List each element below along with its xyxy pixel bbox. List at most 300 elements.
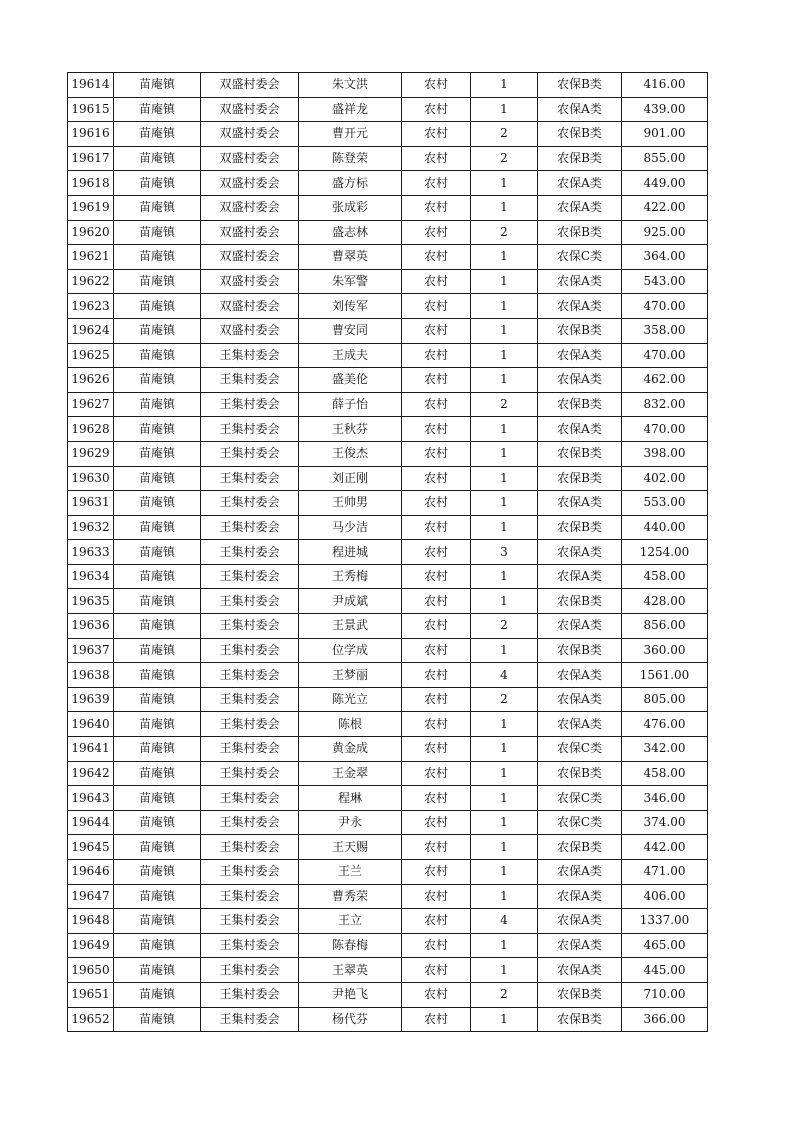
cell-amount: 458.00: [622, 761, 708, 786]
cell-area-type: 农村: [402, 687, 471, 712]
cell-household-count: 1: [471, 245, 538, 270]
cell-name: 盛志林: [299, 220, 402, 245]
table-row: [68, 269, 708, 294]
cell-insurance-category: 农保C类: [538, 786, 622, 811]
cell-name: 陈登荣: [299, 146, 402, 171]
cell-insurance-category: 农保C类: [538, 737, 622, 762]
cell-area-type: 农村: [402, 73, 471, 98]
cell-row-id: 19620: [68, 220, 114, 245]
cell-household-count: 2: [471, 614, 538, 639]
cell-name: 薛子怡: [299, 392, 402, 417]
cell-town: 苗庵镇: [114, 712, 201, 737]
cell-village-committee: 王集村委会: [201, 958, 299, 983]
cell-name: 曹秀荣: [299, 884, 402, 909]
cell-amount: 470.00: [622, 294, 708, 319]
data-table: [67, 72, 708, 1032]
cell-insurance-category: 农保A类: [538, 368, 622, 393]
cell-row-id: 19649: [68, 933, 114, 958]
cell-insurance-category: 农保A类: [538, 540, 622, 565]
cell-area-type: 农村: [402, 958, 471, 983]
table-row: [68, 294, 708, 319]
cell-area-type: 农村: [402, 909, 471, 934]
cell-row-id: 19640: [68, 712, 114, 737]
cell-household-count: 1: [471, 958, 538, 983]
cell-area-type: 农村: [402, 318, 471, 343]
cell-household-count: 1: [471, 294, 538, 319]
table-row: [68, 860, 708, 885]
table-row: [68, 884, 708, 909]
cell-name: 张成彩: [299, 195, 402, 220]
cell-row-id: 19637: [68, 638, 114, 663]
table-row: [68, 786, 708, 811]
cell-area-type: 农村: [402, 195, 471, 220]
cell-name: 王俊杰: [299, 441, 402, 466]
cell-household-count: 1: [471, 933, 538, 958]
cell-amount: 366.00: [622, 1007, 708, 1032]
cell-household-count: 2: [471, 687, 538, 712]
cell-insurance-category: 农保A类: [538, 860, 622, 885]
table-row: [68, 737, 708, 762]
cell-village-committee: 双盛村委会: [201, 73, 299, 98]
cell-village-committee: 王集村委会: [201, 540, 299, 565]
cell-area-type: 农村: [402, 97, 471, 122]
cell-name: 陈春梅: [299, 933, 402, 958]
table-row: [68, 933, 708, 958]
cell-area-type: 农村: [402, 245, 471, 270]
cell-name: 王秀梅: [299, 564, 402, 589]
table-row: [68, 343, 708, 368]
cell-name: 王金翠: [299, 761, 402, 786]
cell-town: 苗庵镇: [114, 884, 201, 909]
cell-insurance-category: 农保C类: [538, 245, 622, 270]
cell-row-id: 19614: [68, 73, 114, 98]
cell-household-count: 1: [471, 195, 538, 220]
cell-row-id: 19629: [68, 441, 114, 466]
cell-name: 盛美伦: [299, 368, 402, 393]
cell-row-id: 19624: [68, 318, 114, 343]
cell-village-committee: 王集村委会: [201, 933, 299, 958]
cell-town: 苗庵镇: [114, 122, 201, 147]
cell-household-count: 1: [471, 171, 538, 196]
cell-amount: 710.00: [622, 982, 708, 1007]
cell-town: 苗庵镇: [114, 392, 201, 417]
cell-area-type: 农村: [402, 564, 471, 589]
cell-village-committee: 双盛村委会: [201, 195, 299, 220]
cell-amount: 462.00: [622, 368, 708, 393]
cell-household-count: 1: [471, 269, 538, 294]
cell-village-committee: 王集村委会: [201, 982, 299, 1007]
cell-household-count: 2: [471, 122, 538, 147]
cell-town: 苗庵镇: [114, 417, 201, 442]
table-row: [68, 761, 708, 786]
cell-name: 程琳: [299, 786, 402, 811]
cell-row-id: 19633: [68, 540, 114, 565]
cell-name: 杨代芬: [299, 1007, 402, 1032]
cell-household-count: 1: [471, 343, 538, 368]
table-row: [68, 146, 708, 171]
table-row: [68, 589, 708, 614]
cell-area-type: 农村: [402, 220, 471, 245]
cell-insurance-category: 农保B类: [538, 466, 622, 491]
cell-village-committee: 王集村委会: [201, 417, 299, 442]
table-row: [68, 392, 708, 417]
cell-amount: 470.00: [622, 343, 708, 368]
cell-household-count: 1: [471, 810, 538, 835]
cell-household-count: 1: [471, 491, 538, 516]
cell-amount: 553.00: [622, 491, 708, 516]
cell-amount: 855.00: [622, 146, 708, 171]
cell-insurance-category: 农保A类: [538, 171, 622, 196]
cell-village-committee: 王集村委会: [201, 687, 299, 712]
cell-area-type: 农村: [402, 663, 471, 688]
cell-row-id: 19648: [68, 909, 114, 934]
cell-name: 曹翠英: [299, 245, 402, 270]
cell-name: 尹永: [299, 810, 402, 835]
cell-amount: 342.00: [622, 737, 708, 762]
cell-name: 王兰: [299, 860, 402, 885]
table-row: [68, 515, 708, 540]
cell-area-type: 农村: [402, 146, 471, 171]
cell-village-committee: 双盛村委会: [201, 146, 299, 171]
cell-household-count: 1: [471, 97, 538, 122]
cell-area-type: 农村: [402, 417, 471, 442]
cell-household-count: 1: [471, 884, 538, 909]
cell-name: 王天赐: [299, 835, 402, 860]
cell-town: 苗庵镇: [114, 860, 201, 885]
cell-row-id: 19642: [68, 761, 114, 786]
cell-amount: 458.00: [622, 564, 708, 589]
cell-insurance-category: 农保B类: [538, 122, 622, 147]
table-row: [68, 368, 708, 393]
cell-town: 苗庵镇: [114, 958, 201, 983]
cell-town: 苗庵镇: [114, 466, 201, 491]
cell-town: 苗庵镇: [114, 663, 201, 688]
table-row: [68, 441, 708, 466]
table-body: [68, 73, 708, 1032]
table-row: [68, 835, 708, 860]
cell-amount: 440.00: [622, 515, 708, 540]
cell-insurance-category: 农保A类: [538, 884, 622, 909]
table-row: [68, 687, 708, 712]
table-row: [68, 417, 708, 442]
table-row: [68, 663, 708, 688]
cell-village-committee: 王集村委会: [201, 638, 299, 663]
cell-village-committee: 王集村委会: [201, 491, 299, 516]
cell-insurance-category: 农保B类: [538, 761, 622, 786]
cell-insurance-category: 农保A类: [538, 294, 622, 319]
cell-row-id: 19651: [68, 982, 114, 1007]
cell-area-type: 农村: [402, 589, 471, 614]
cell-area-type: 农村: [402, 392, 471, 417]
cell-name: 黄金成: [299, 737, 402, 762]
cell-town: 苗庵镇: [114, 810, 201, 835]
cell-insurance-category: 农保A类: [538, 687, 622, 712]
cell-amount: 856.00: [622, 614, 708, 639]
cell-household-count: 1: [471, 786, 538, 811]
cell-town: 苗庵镇: [114, 835, 201, 860]
cell-village-committee: 王集村委会: [201, 564, 299, 589]
cell-village-committee: 双盛村委会: [201, 294, 299, 319]
cell-row-id: 19625: [68, 343, 114, 368]
cell-town: 苗庵镇: [114, 269, 201, 294]
cell-row-id: 19638: [68, 663, 114, 688]
cell-town: 苗庵镇: [114, 982, 201, 1007]
cell-village-committee: 王集村委会: [201, 909, 299, 934]
cell-name: 王翠英: [299, 958, 402, 983]
cell-name: 王帅男: [299, 491, 402, 516]
cell-town: 苗庵镇: [114, 245, 201, 270]
cell-household-count: 1: [471, 1007, 538, 1032]
cell-amount: 470.00: [622, 417, 708, 442]
cell-insurance-category: 农保B类: [538, 392, 622, 417]
cell-insurance-category: 农保B类: [538, 638, 622, 663]
cell-area-type: 农村: [402, 466, 471, 491]
cell-town: 苗庵镇: [114, 195, 201, 220]
cell-amount: 901.00: [622, 122, 708, 147]
cell-town: 苗庵镇: [114, 343, 201, 368]
cell-name: 马少洁: [299, 515, 402, 540]
cell-town: 苗庵镇: [114, 73, 201, 98]
cell-town: 苗庵镇: [114, 318, 201, 343]
cell-household-count: 1: [471, 564, 538, 589]
cell-insurance-category: 农保A类: [538, 343, 622, 368]
table-row: [68, 245, 708, 270]
cell-row-id: 19621: [68, 245, 114, 270]
cell-area-type: 农村: [402, 122, 471, 147]
table-row: [68, 1007, 708, 1032]
cell-amount: 439.00: [622, 97, 708, 122]
cell-amount: 416.00: [622, 73, 708, 98]
cell-row-id: 19635: [68, 589, 114, 614]
cell-insurance-category: 农保A类: [538, 663, 622, 688]
cell-area-type: 农村: [402, 614, 471, 639]
cell-amount: 428.00: [622, 589, 708, 614]
cell-area-type: 农村: [402, 269, 471, 294]
cell-amount: 374.00: [622, 810, 708, 835]
table-row: [68, 614, 708, 639]
cell-insurance-category: 农保A类: [538, 564, 622, 589]
cell-row-id: 19645: [68, 835, 114, 860]
table-row: [68, 638, 708, 663]
cell-row-id: 19652: [68, 1007, 114, 1032]
cell-name: 刘正刚: [299, 466, 402, 491]
cell-amount: 1561.00: [622, 663, 708, 688]
cell-village-committee: 王集村委会: [201, 392, 299, 417]
cell-household-count: 1: [471, 589, 538, 614]
cell-area-type: 农村: [402, 368, 471, 393]
cell-name: 尹成斌: [299, 589, 402, 614]
cell-area-type: 农村: [402, 515, 471, 540]
cell-town: 苗庵镇: [114, 564, 201, 589]
cell-village-committee: 王集村委会: [201, 810, 299, 835]
cell-row-id: 19622: [68, 269, 114, 294]
cell-insurance-category: 农保A类: [538, 933, 622, 958]
cell-row-id: 19646: [68, 860, 114, 885]
cell-household-count: 2: [471, 146, 538, 171]
cell-insurance-category: 农保A类: [538, 712, 622, 737]
cell-amount: 1337.00: [622, 909, 708, 934]
table-row: [68, 712, 708, 737]
cell-household-count: 2: [471, 392, 538, 417]
cell-insurance-category: 农保B类: [538, 1007, 622, 1032]
table-row: [68, 540, 708, 565]
cell-village-committee: 双盛村委会: [201, 318, 299, 343]
cell-name: 盛方标: [299, 171, 402, 196]
cell-town: 苗庵镇: [114, 614, 201, 639]
cell-row-id: 19615: [68, 97, 114, 122]
cell-household-count: 1: [471, 441, 538, 466]
cell-village-committee: 王集村委会: [201, 884, 299, 909]
cell-name: 曹安同: [299, 318, 402, 343]
cell-area-type: 农村: [402, 860, 471, 885]
cell-amount: 360.00: [622, 638, 708, 663]
cell-row-id: 19634: [68, 564, 114, 589]
cell-amount: 358.00: [622, 318, 708, 343]
cell-household-count: 3: [471, 540, 538, 565]
cell-row-id: 19618: [68, 171, 114, 196]
cell-area-type: 农村: [402, 1007, 471, 1032]
cell-area-type: 农村: [402, 294, 471, 319]
cell-amount: 471.00: [622, 860, 708, 885]
cell-row-id: 19628: [68, 417, 114, 442]
table-row: [68, 466, 708, 491]
cell-row-id: 19619: [68, 195, 114, 220]
cell-area-type: 农村: [402, 441, 471, 466]
cell-insurance-category: 农保B类: [538, 515, 622, 540]
cell-household-count: 1: [471, 368, 538, 393]
cell-town: 苗庵镇: [114, 515, 201, 540]
cell-town: 苗庵镇: [114, 1007, 201, 1032]
cell-household-count: 2: [471, 982, 538, 1007]
cell-amount: 449.00: [622, 171, 708, 196]
cell-insurance-category: 农保A类: [538, 614, 622, 639]
cell-insurance-category: 农保A类: [538, 417, 622, 442]
cell-row-id: 19617: [68, 146, 114, 171]
table-row: [68, 564, 708, 589]
cell-amount: 406.00: [622, 884, 708, 909]
cell-household-count: 1: [471, 761, 538, 786]
table-row: [68, 958, 708, 983]
cell-insurance-category: 农保B类: [538, 982, 622, 1007]
cell-insurance-category: 农保A类: [538, 195, 622, 220]
cell-insurance-category: 农保A类: [538, 269, 622, 294]
cell-village-committee: 王集村委会: [201, 466, 299, 491]
table-row: [68, 122, 708, 147]
table-row: [68, 810, 708, 835]
cell-amount: 422.00: [622, 195, 708, 220]
table-row: [68, 220, 708, 245]
cell-household-count: 1: [471, 73, 538, 98]
cell-area-type: 农村: [402, 171, 471, 196]
cell-amount: 442.00: [622, 835, 708, 860]
cell-row-id: 19630: [68, 466, 114, 491]
cell-row-id: 19650: [68, 958, 114, 983]
cell-insurance-category: 农保A类: [538, 97, 622, 122]
cell-name: 程进城: [299, 540, 402, 565]
cell-household-count: 1: [471, 835, 538, 860]
cell-amount: 398.00: [622, 441, 708, 466]
cell-town: 苗庵镇: [114, 687, 201, 712]
cell-name: 陈光立: [299, 687, 402, 712]
cell-row-id: 19626: [68, 368, 114, 393]
cell-amount: 476.00: [622, 712, 708, 737]
cell-village-committee: 王集村委会: [201, 343, 299, 368]
cell-town: 苗庵镇: [114, 638, 201, 663]
cell-insurance-category: 农保B类: [538, 146, 622, 171]
cell-amount: 832.00: [622, 392, 708, 417]
cell-area-type: 农村: [402, 343, 471, 368]
cell-village-committee: 王集村委会: [201, 835, 299, 860]
cell-town: 苗庵镇: [114, 909, 201, 934]
cell-household-count: 4: [471, 663, 538, 688]
cell-area-type: 农村: [402, 712, 471, 737]
cell-village-committee: 王集村委会: [201, 515, 299, 540]
cell-town: 苗庵镇: [114, 589, 201, 614]
cell-insurance-category: 农保A类: [538, 491, 622, 516]
cell-village-committee: 王集村委会: [201, 761, 299, 786]
cell-village-committee: 王集村委会: [201, 368, 299, 393]
cell-amount: 465.00: [622, 933, 708, 958]
cell-household-count: 1: [471, 638, 538, 663]
cell-insurance-category: 农保A类: [538, 909, 622, 934]
table-row: [68, 909, 708, 934]
cell-area-type: 农村: [402, 761, 471, 786]
cell-village-committee: 王集村委会: [201, 441, 299, 466]
cell-amount: 1254.00: [622, 540, 708, 565]
cell-insurance-category: 农保A类: [538, 958, 622, 983]
cell-village-committee: 王集村委会: [201, 1007, 299, 1032]
table-row: [68, 318, 708, 343]
cell-row-id: 19632: [68, 515, 114, 540]
cell-name: 王梦丽: [299, 663, 402, 688]
cell-area-type: 农村: [402, 786, 471, 811]
cell-village-committee: 双盛村委会: [201, 220, 299, 245]
cell-household-count: 1: [471, 515, 538, 540]
cell-area-type: 农村: [402, 737, 471, 762]
cell-village-committee: 双盛村委会: [201, 269, 299, 294]
cell-insurance-category: 农保B类: [538, 318, 622, 343]
cell-amount: 346.00: [622, 786, 708, 811]
cell-town: 苗庵镇: [114, 491, 201, 516]
cell-town: 苗庵镇: [114, 761, 201, 786]
cell-amount: 805.00: [622, 687, 708, 712]
cell-town: 苗庵镇: [114, 97, 201, 122]
cell-village-committee: 王集村委会: [201, 737, 299, 762]
cell-town: 苗庵镇: [114, 737, 201, 762]
cell-town: 苗庵镇: [114, 294, 201, 319]
cell-village-committee: 双盛村委会: [201, 171, 299, 196]
cell-row-id: 19644: [68, 810, 114, 835]
cell-village-committee: 王集村委会: [201, 712, 299, 737]
table-row: [68, 171, 708, 196]
cell-insurance-category: 农保B类: [538, 835, 622, 860]
cell-row-id: 19647: [68, 884, 114, 909]
cell-name: 曹开元: [299, 122, 402, 147]
cell-town: 苗庵镇: [114, 368, 201, 393]
cell-name: 王成夫: [299, 343, 402, 368]
cell-row-id: 19627: [68, 392, 114, 417]
cell-row-id: 19643: [68, 786, 114, 811]
cell-area-type: 农村: [402, 540, 471, 565]
cell-row-id: 19641: [68, 737, 114, 762]
cell-amount: 445.00: [622, 958, 708, 983]
cell-household-count: 1: [471, 712, 538, 737]
table-row: [68, 195, 708, 220]
cell-name: 朱军警: [299, 269, 402, 294]
cell-town: 苗庵镇: [114, 441, 201, 466]
cell-town: 苗庵镇: [114, 540, 201, 565]
cell-insurance-category: 农保B类: [538, 441, 622, 466]
